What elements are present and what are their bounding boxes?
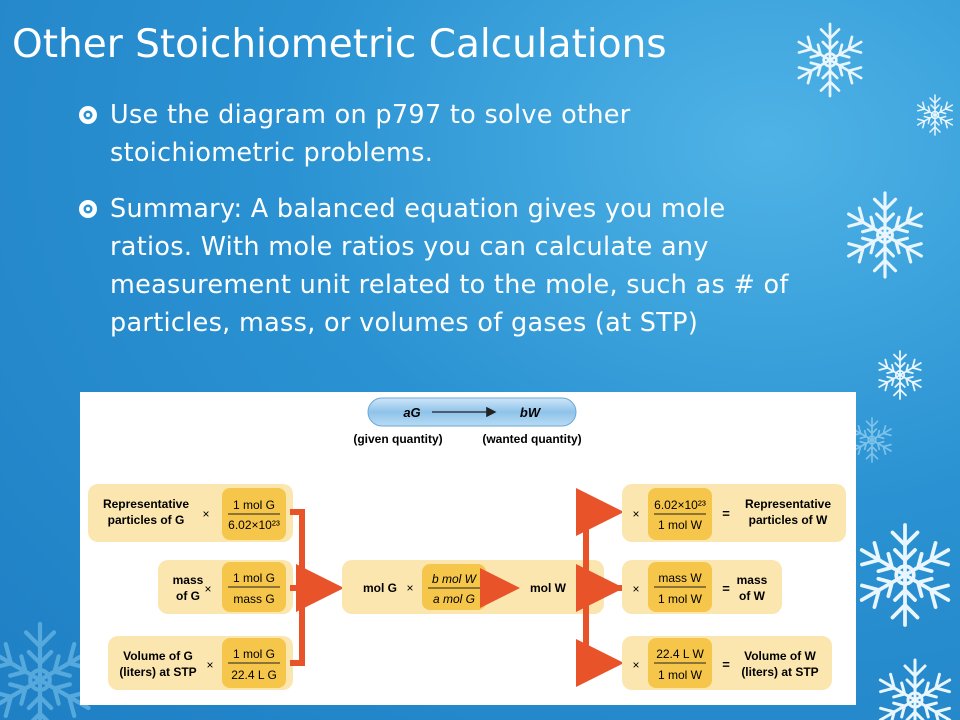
snowflake-icon <box>915 95 955 135</box>
left-connector-arrows <box>290 512 332 663</box>
snowflake-icon <box>843 193 926 277</box>
right-row-label: (liters) at STP <box>741 665 819 679</box>
fraction-denominator: 1 mol W <box>657 592 703 606</box>
times-sign: × <box>204 582 212 596</box>
circle-cog-icon <box>78 199 98 219</box>
wanted-quantity-label: (wanted quantity) <box>482 432 582 446</box>
fraction-numerator: 1 mol G <box>232 647 276 661</box>
times-sign: × <box>206 658 214 672</box>
snowflake-icon <box>794 24 865 96</box>
times-sign: × <box>202 507 210 521</box>
equals-sign: = <box>722 506 730 521</box>
snowflake-icon <box>850 418 894 462</box>
left-row-label: particles of G <box>107 513 185 527</box>
fraction-numerator: 1 mol G <box>232 498 276 512</box>
equation-left: aG <box>403 405 421 420</box>
right-row-label: Representative <box>744 497 832 511</box>
fraction-denominator: 22.4 L G <box>231 668 277 682</box>
times-sign: × <box>632 658 640 672</box>
times-sign: × <box>632 507 640 521</box>
times-sign: × <box>632 582 640 596</box>
snowflake-icon <box>855 525 954 625</box>
fraction-numerator: 1 mol G <box>232 571 276 585</box>
equals-sign: = <box>722 657 730 672</box>
right-row-label: Volume of W <box>744 649 816 663</box>
left-row-label: Representative <box>102 497 190 511</box>
fraction-denominator: 1 mol W <box>657 518 703 532</box>
stoichiometry-diagram <box>80 392 856 705</box>
equation-pill <box>368 398 576 426</box>
snowflake-icon <box>875 660 954 720</box>
slide-title: Other Stoichiometric Calculations <box>12 22 667 67</box>
bullet-text: Use the diagram on p797 to solve other stoichiometric problems. <box>110 100 631 168</box>
right-row-label: of W <box>739 589 765 603</box>
circle-cog-icon <box>78 105 98 125</box>
fraction-denominator: mass G <box>233 592 275 606</box>
bullet-text: Summary: A balanced equation gives you mole ratios. With mole ratios you can calculate any measurement unit related to the mole, such as # of particles, mass, or volumes of gases (at STP) <box>110 194 789 338</box>
fraction-numerator: 6.02×10²³ <box>654 498 706 512</box>
bullet-item <box>78 96 808 172</box>
times-sign: × <box>406 581 414 595</box>
fraction-denominator: 6.02×10²³ <box>228 518 280 532</box>
fraction-numerator: mass W <box>658 571 702 585</box>
center-fraction-numerator: b mol W <box>431 572 477 586</box>
center-left-label: mol G <box>362 581 398 595</box>
right-row-label: particles of W <box>748 513 828 527</box>
left-row-label: of G <box>176 589 200 603</box>
bullet-item <box>78 190 808 342</box>
left-row-label: (liters) at STP <box>119 665 197 679</box>
right-row-label: mass <box>736 573 768 587</box>
right-connector-arrows <box>586 512 628 663</box>
bullet-list <box>78 96 808 360</box>
fraction-numerator: 22.4 L W <box>656 647 704 661</box>
equals-sign: = <box>722 581 730 596</box>
given-quantity-label: (given quantity) <box>353 432 443 446</box>
snowflake-icon <box>876 351 924 399</box>
left-row-label: mass <box>172 573 204 587</box>
fraction-denominator: 1 mol W <box>657 668 703 682</box>
left-row-label: Volume of G <box>123 649 193 663</box>
center-right-label: mol W <box>530 581 566 595</box>
center-fraction-denominator: a mol G <box>432 592 476 606</box>
equation-right: bW <box>519 405 541 420</box>
